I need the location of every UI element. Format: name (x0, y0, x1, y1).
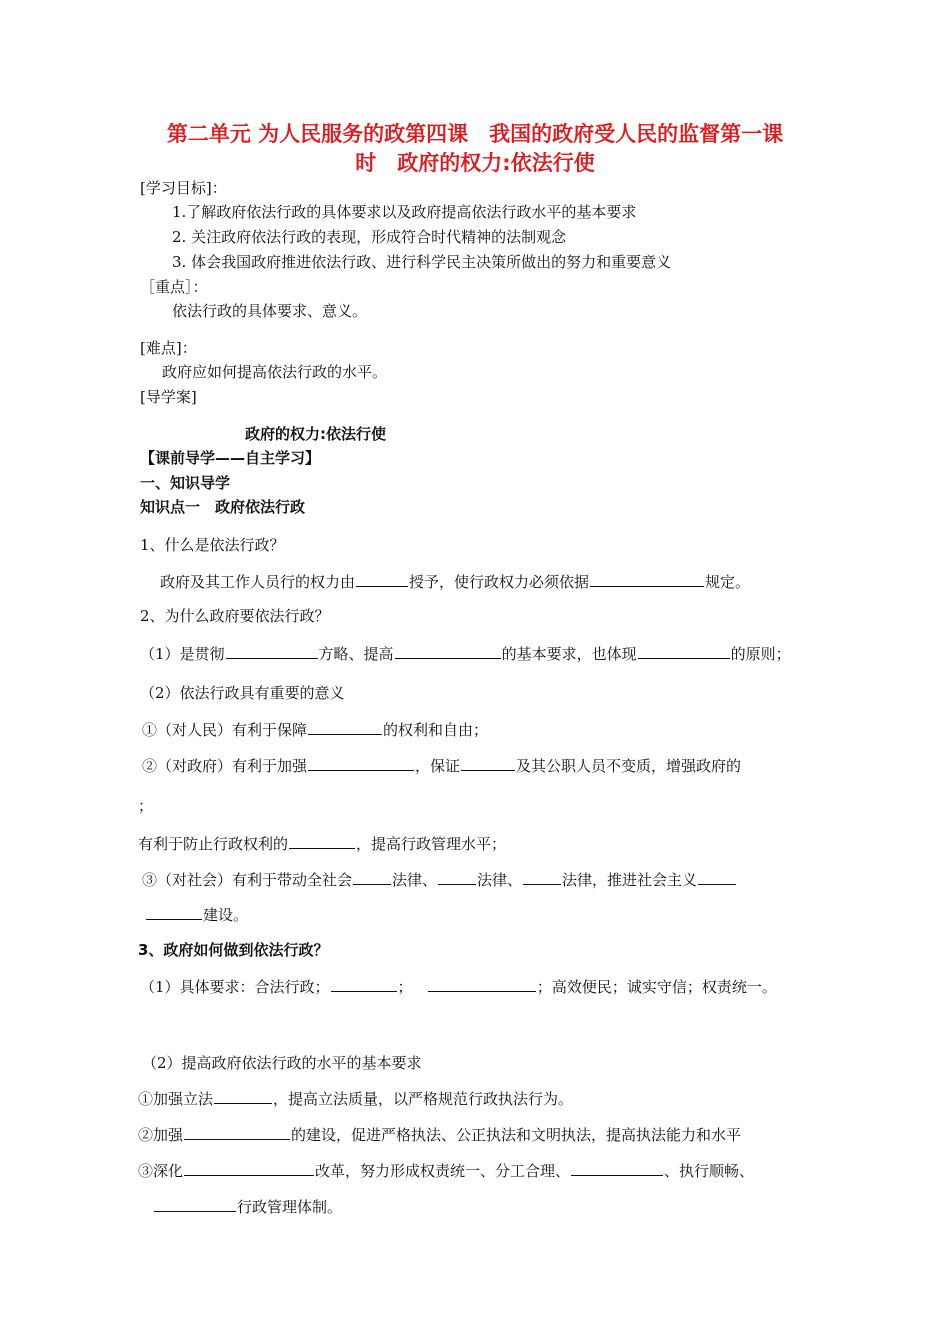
answer-line (140, 643, 791, 664)
question-3: 3、政府如何做到依法行政？ (138, 941, 329, 959)
answer-text: ；高效便民；诚实守信；权责统一。 (536, 978, 777, 996)
answer-line (138, 1124, 741, 1145)
answer-text: （1）具体要求：合法行政； (140, 978, 330, 996)
fill-blank[interactable] (638, 643, 730, 659)
answer-text: 及其公职人员不变质，增强政府的 (516, 757, 742, 775)
fill-blank[interactable] (461, 755, 515, 771)
answer-text: 有利于防止行政权利的 (138, 835, 289, 853)
objective-item: 3. 体会我国政府推进依法行政、进行科学民主决策所做出的努力和重要意义 (172, 253, 672, 271)
answer-text: 行政管理体制。 (237, 1198, 343, 1216)
answer-text: 改革，努力形成权责统一、分工合理、 (315, 1162, 571, 1180)
fill-blank[interactable] (523, 869, 561, 885)
fill-blank[interactable] (184, 1124, 290, 1140)
answer-line (145, 904, 248, 925)
objective-item: 1.了解政府依法行政的具体要求以及政府提高依法行政水平的基本要求 (172, 203, 637, 221)
key-heading: ［重点］： (140, 278, 208, 296)
answer-text: （1）是贯彻 (140, 645, 225, 663)
fill-blank[interactable] (356, 571, 408, 587)
fill-blank[interactable] (154, 1196, 236, 1212)
answer-line (140, 976, 777, 997)
answer-text: 的权利和自由； (383, 721, 489, 739)
answer-text: ，提高立法质量，以严格规范行政执法行为。 (273, 1090, 574, 1108)
sub-heading: （2）提高政府依法行政的水平的基本要求 (142, 1054, 422, 1072)
answer-line (142, 719, 488, 740)
answer-line (138, 1088, 573, 1109)
fill-blank[interactable] (428, 976, 536, 992)
fill-blank[interactable] (184, 1160, 314, 1176)
answer-text: 法律、 (477, 871, 523, 889)
fill-blank[interactable] (308, 755, 414, 771)
page-title-line-1: 第二单元 为人民服务的政第四课 我国的政府受人民的监督第一课 (166, 122, 784, 146)
fill-blank[interactable] (571, 1160, 663, 1176)
answer-text: 的基本要求，也体现 (501, 645, 637, 663)
answer-text: 的原则； (730, 645, 791, 663)
answer-text: 的建设，促进严格执法、公正执法和文明执法，提高执法能力和水平 (291, 1126, 742, 1144)
answer-text: ②（对政府）有利于加强 (142, 757, 308, 775)
question-2: 2、为什么政府要依法行政？ (140, 607, 330, 625)
answer-text: ； (397, 978, 413, 996)
answer-text: ，保证 (415, 757, 461, 775)
answer-line (138, 1160, 754, 1181)
semicolon: ； (138, 797, 154, 815)
fill-blank[interactable] (590, 571, 704, 587)
answer-text: 建设。 (203, 906, 249, 924)
answer-text: 法律、 (392, 871, 438, 889)
fill-blank[interactable] (226, 643, 318, 659)
objective-item: 2. 关注政府依法行政的表现，形成符合时代精神的法制观念 (172, 228, 567, 246)
answer-text: 、执行顺畅、 (664, 1162, 755, 1180)
fill-blank[interactable] (698, 869, 736, 885)
answer-text: ①加强立法 (138, 1090, 214, 1108)
answer-text: 规定。 (705, 573, 751, 591)
fill-blank[interactable] (146, 904, 202, 920)
answer-text: 政府及其工作人员行的权力由 (160, 573, 356, 591)
fill-blank[interactable] (395, 643, 501, 659)
answer-text: 授予，使行政权力必须依据 (409, 573, 590, 591)
answer-line (142, 869, 737, 890)
answer-text: ③深化 (138, 1162, 184, 1180)
answer-text: ①（对人民）有利于保障 (142, 721, 308, 739)
answer-text: 方略、提高 (318, 645, 394, 663)
fill-blank[interactable] (308, 719, 382, 735)
answer-text: ②加强 (138, 1126, 184, 1144)
key-text: 依法行政的具体要求、意义。 (172, 302, 368, 320)
answer-line (138, 833, 506, 854)
sub-heading: （2）依法行政具有重要的意义 (140, 684, 345, 702)
objectives-heading: [学习目标]： (140, 179, 227, 197)
part-heading: 一、知识导学 (140, 474, 231, 492)
fill-blank[interactable] (289, 833, 355, 849)
knowledge-point-heading: 知识点一 政府依法行政 (140, 498, 306, 516)
answer-line (153, 1196, 342, 1217)
answer-line (160, 571, 750, 592)
fill-blank[interactable] (331, 976, 397, 992)
guide-heading: [导学案] (140, 388, 197, 406)
answer-text: ③（对社会）有利于带动全社会 (142, 871, 353, 889)
answer-line (142, 755, 741, 776)
answer-text: 法律，推进社会主义 (562, 871, 698, 889)
question-1: 1、什么是依法行政？ (140, 536, 285, 554)
answer-text: ，提高行政管理水平； (356, 835, 507, 853)
difficulty-text: 政府应如何提高依法行政的水平。 (162, 363, 388, 381)
fill-blank[interactable] (353, 869, 391, 885)
difficulty-heading: [难点]： (140, 339, 197, 357)
page-title-line-2: 时 政府的权力:依法行使 (355, 151, 595, 175)
fill-blank[interactable] (438, 869, 476, 885)
fill-blank[interactable] (214, 1088, 272, 1104)
lesson-subtitle: 政府的权力:依法行使 (245, 425, 386, 443)
section-heading: 【课前导学——自主学习】 (140, 449, 321, 467)
